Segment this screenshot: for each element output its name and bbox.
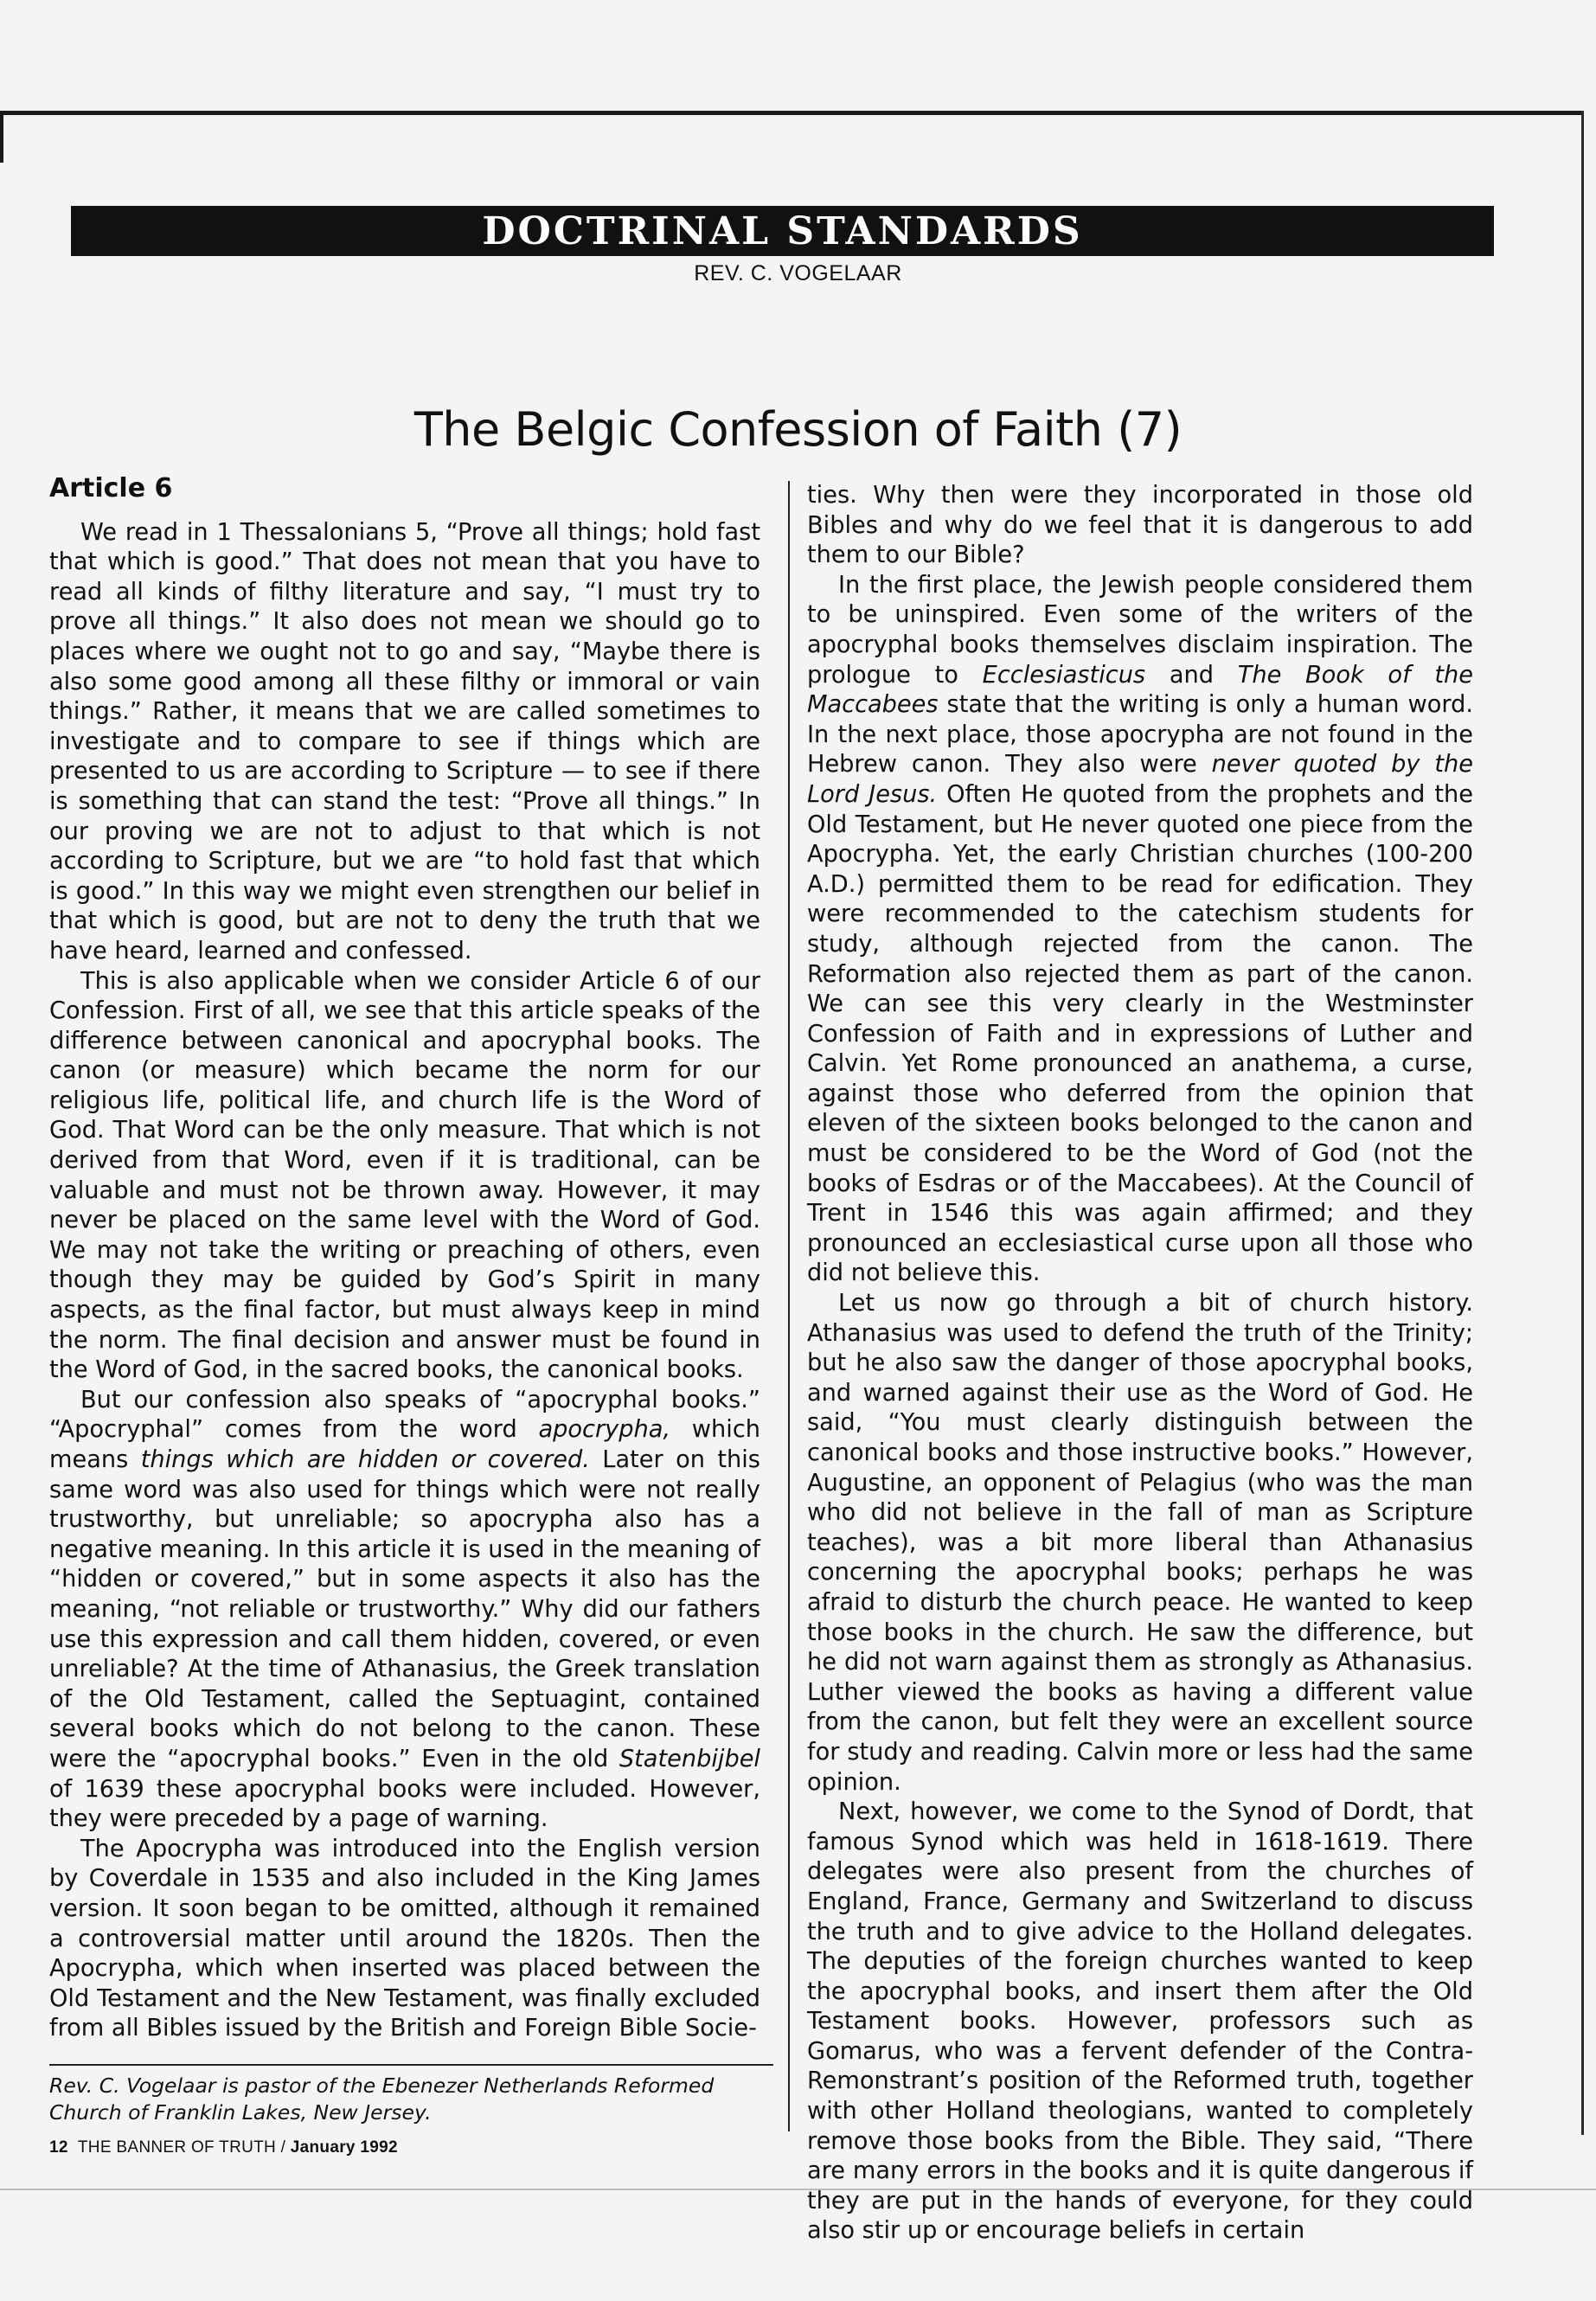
left-paragraph-1: We read in 1 Thessalonians 5, “Prove all things; hold fast that which is good.” That does not mean that you have to read all kinds of filthy literature and say, “I must try to prove all things.” It also does not mean we should go to places where we ought not to go and say, “Maybe there is also some good among all these filthy or immoral or vain things.” Rather, it means that we are called sometimes to investigate and to compare to see if things which are presented to us are according to Scripture — to see if there is something that can stand the test: “Prove all things.” In our proving we are not to adjust to that which is not according to Scripture, but we are “to hold fast that which is good.” In this way we might even strengthen our belief in that which is good, but are not to deny the truth that we have heard, learned and confessed. bbox=[49, 518, 760, 965]
scan-edge-top bbox=[0, 111, 1583, 115]
scan-edge-left bbox=[0, 111, 3, 163]
issue-date: January 1992 bbox=[290, 2138, 398, 2157]
left-paragraph-4: The Apocrypha was introduced into the English version by Coverdale in 1535 and also included in the King James version. It soon began to be omitted, although it remained a controversial matter until around the 1820s. Then the Apocrypha, which when inserted was placed between the Old Testament and the New Testament, was finally excluded from all Bibles issued by the British and Foreign Bible Socie- bbox=[49, 1835, 760, 2042]
italic-term: apocrypha, bbox=[538, 1416, 671, 1444]
page-footer bbox=[49, 2138, 398, 2157]
text-run: Often He quoted from the prophets and the Old Testament, but He never quoted one piece from the Apocrypha. Yet, the early Christian churches (100-200 A.D.) permitted them to be read for edification. They were recommended to the catechism students for study, although rejected from the canon. The Reformation also rejected them as part of the canon. We can see this very clearly in the Westminster Confession of Faith and in expressions of Luther and Calvin. Yet Rome pronounced an anathema, a curse, against those who deferred from the opinion that eleven of the sixteen books belonged to the canon and must be considered to be the Word of God (not the books of Esdras or of the Maccabees). At the Council of Trent in 1546 this was again affirmed; and they pronounced an ecclesiastical curse upon all those who did not believe this. bbox=[807, 780, 1473, 1287]
left-paragraph-3 bbox=[49, 1386, 760, 1835]
publication-name: THE BANNER OF TRUTH bbox=[77, 2138, 277, 2157]
text-run: and bbox=[1145, 661, 1238, 689]
right-paragraph-2 bbox=[807, 571, 1473, 1289]
italic-term: things which are hidden or covered. bbox=[140, 1446, 590, 1473]
left-column bbox=[49, 474, 760, 2044]
section-banner-title: DOCTRINAL STANDARDS bbox=[482, 208, 1083, 253]
right-paragraph-4: Next, however, we come to the Synod of Dordt, that famous Synod which was held in 1618-1619. There delegates were also present from the churches of England, France, Germany and Switzerland to discuss the truth and to give advice to the Holland delegates. The deputies of the foreign churches wanted to keep the apocryphal books, and insert them after the Old Testament books. However, professors such as Gomarus, who was a fervent defender of the Contra-Remonstrant’s position of the Reformed truth, together with other Holland theologians, wanted to completely remove those books from the Bible. They said, “There are many errors in the books and it is quite dangerous if they are put in the hands of everyone, for they could also stir up or encourage beliefs in certain bbox=[807, 1798, 1473, 2245]
right-paragraph-1: ties. Why then were they incorporated in those old Bibles and why do we feel that it is dangerous to add them to our Bible? bbox=[807, 482, 1473, 569]
footnote-rule bbox=[49, 2064, 773, 2066]
text-run: of 1639 these apocryphal books were included. However, they were preceded by a page of warning. bbox=[49, 1775, 760, 1833]
right-paragraph-3: Let us now go through a bit of church history. Athanasius was used to defend the truth of the Trinity; but he also saw the danger of those apocryphal books, and warned against their use as the Word of God. He said, “You must clearly distinguish between the canonical books and those instructive books.” However, Augustine, an opponent of Pelagius (who was the man who did not believe in the fall of man as Scripture teaches), was a bit more liberal than Athanasius concerning the apocryphal books; perhaps he was afraid to disturb the church peace. He wanted to keep those books in the church. He saw the difference, but he did not warn against them as strongly as Athanasius. Luther viewed the books as having a different value from the canon, but felt they were an excellent source for study and reading. Calvin more or less had the same opinion. bbox=[807, 1290, 1473, 1796]
text-run: which means bbox=[49, 1416, 761, 1473]
italic-term: Ecclesiasticus bbox=[982, 661, 1146, 689]
section-banner bbox=[71, 206, 1494, 256]
text-run: state that the writing is only a human word. In the next place, those apocrypha are not found in the Hebrew canon. They also were bbox=[807, 691, 1473, 779]
text-run: Later on this same word was also used for things which were not really trustworthy, but unreliable; so apocrypha also has a negative meaning. In this article it is used in the meaning of “hidden or covered,” but in some aspects it also has the meaning, “not reliable or trustworthy.” Why did our fathers use this expression and call them hidden, covered, or even unreliable? At the time of Athanasius, the Greek translation of the Old Testament, called the Septuagint, contained several books which do not belong to the canon. These were the “apocryphal books.” Even in the old bbox=[49, 1446, 760, 1772]
article-heading: Article 6 bbox=[49, 473, 173, 503]
text-run: In the first place, the Jewish people considered them to be uninspired. Even some of the writers of the apocryphal books themselves disclaim inspiration. The prologue to bbox=[807, 571, 1473, 689]
author-footnote: Rev. C. Vogelaar is pastor of the Ebenezer Netherlands Reformed Church of Franklin Lakes, New Jersey. bbox=[49, 2073, 715, 2125]
text-run: But our confession also speaks of “apocryphal books.” “Apocryphal” comes from the word bbox=[49, 1386, 760, 1444]
italic-term: Statenbijbel bbox=[619, 1745, 760, 1772]
right-column bbox=[807, 481, 1473, 2247]
article-title: The Belgic Confession of Faith (7) bbox=[413, 402, 1183, 457]
page-number: 12 bbox=[49, 2138, 68, 2157]
footer-separator: / bbox=[276, 2138, 291, 2157]
author-byline: REV. C. VOGELAAR bbox=[694, 261, 902, 285]
left-paragraph-2: This is also applicable when we consider Article 6 of our Confession. First of all, we see that this article speaks of the difference between canonical and apocryphal books. The canon (or measure) which became the norm for our religious life, political life, and church life is the Word of God. That Word can be the only measure. That which is not derived from that Word, even if it is traditional, can be valuable and must not be thrown away. However, it may never be placed on the same level with the Word of God. We may not take the writing or preaching of others, even though they may be guided by God’s Spirit in many aspects, as the final factor, but must always keep in mind the norm. The final decision and answer must be found in the Word of God, in the sacred books, the canonical books. bbox=[49, 967, 760, 1384]
column-divider bbox=[788, 481, 790, 2131]
italic-term: The Book of the Maccabees bbox=[807, 661, 1473, 719]
italic-term: never quoted by the Lord Jesus. bbox=[807, 751, 1473, 808]
